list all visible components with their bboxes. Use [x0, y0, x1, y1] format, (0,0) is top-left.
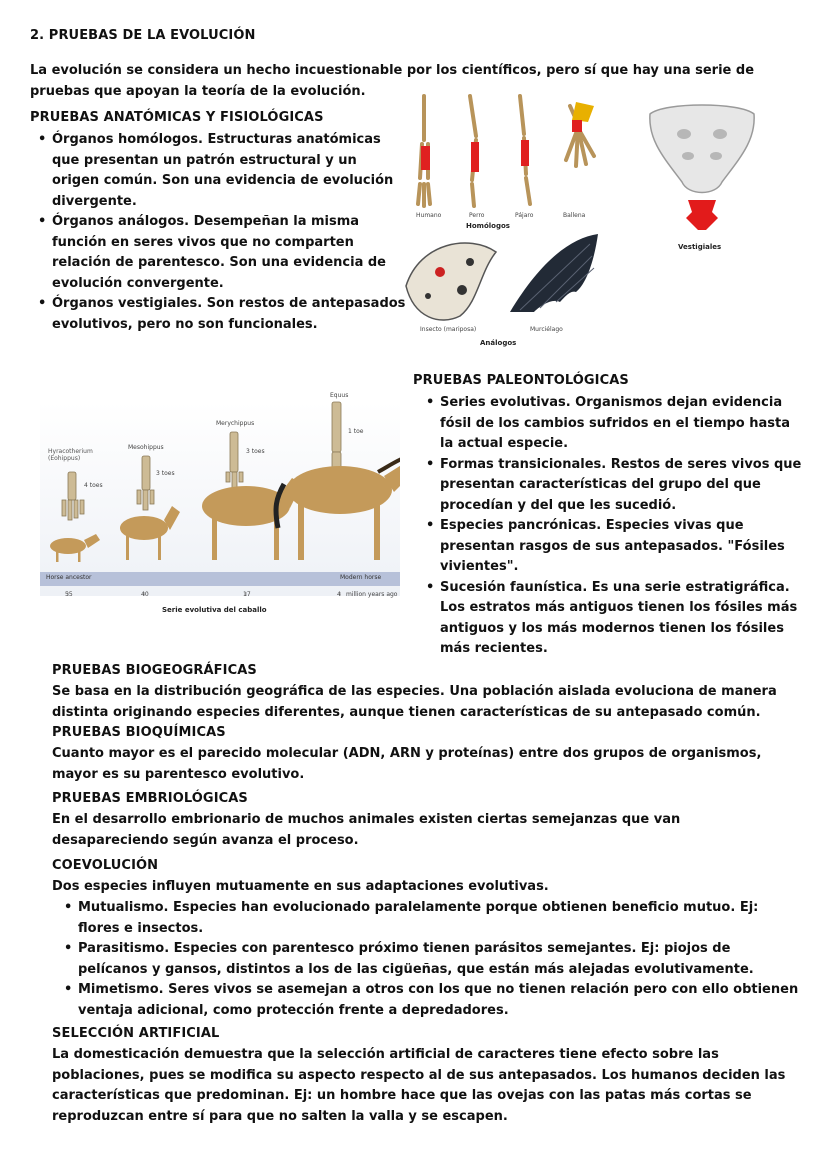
label-equus: Equus [330, 392, 349, 399]
tick-55: 55 [65, 591, 73, 598]
embriologicas-heading: PRUEBAS EMBRIOLÓGICAS [52, 791, 248, 806]
label-hyracotherium: Hyracotherium (Eohippus) [48, 448, 93, 462]
list-item: • Mutualismo. Especies han evolucionado paralelamente porque obtienen beneficio mutuo. Ej: flores e insectos. [62, 898, 802, 939]
homologos-caption: Homólogos [466, 222, 510, 230]
list-item: • Sucesión faunística. Es una serie estratigráfica. Los estratos más antiguos tienen los fósiles más antiguos y los más modernos tienen los fósiles más recientes. [424, 578, 804, 660]
paleontologicas-list [424, 393, 804, 660]
horse-evolution-figure [40, 388, 400, 602]
list-item: • Mimetismo. Seres vivos se asemejan a otros con los que no tienen relación pero con ello obtienen ventaja adicional, como protección frente a depredadores. [62, 980, 802, 1021]
horse-figure-caption: Serie evolutiva del caballo [162, 606, 267, 614]
label-merychippus: Merychippus [216, 420, 255, 427]
page-title: 2. PRUEBAS DE LA EVOLUCIÓN [30, 28, 256, 43]
label-4-toes: 4 toes [84, 482, 103, 489]
bar-label-ancestor: Horse ancestor [46, 574, 92, 581]
tick-4: 4 [337, 591, 341, 598]
biogeograficas-text: Se basa en la distribución geográfica de las especies. Una población aislada evoluciona de manera distinta originando especies diferentes, aunque tienen características de su antepasado común. [52, 684, 777, 720]
embriologicas-text: En el desarrollo embrionario de muchos animales existen ciertas semejanzas que van desapareciendo según avanza el proceso. [52, 812, 681, 848]
homologos-figure [408, 88, 608, 220]
tick-17: 17 [243, 591, 251, 598]
bar-label-modern: Modern horse [340, 574, 382, 581]
list-item: • Órganos análogos. Desempeñan la misma función en seres vivos que no comparten relación de parentesco. Son una evidencia de evolución convergente. [36, 212, 408, 294]
list-item: • Órganos homólogos. Estructuras anatómicas que presentan un patrón estructural y un origen común. Son una evidencia de evolución divergente. [36, 130, 408, 212]
homologos-label-ballena: Ballena [563, 212, 586, 219]
analogos-caption: Análogos [480, 339, 517, 347]
coevolucion-heading: COEVOLUCIÓN [52, 858, 159, 873]
artificial-heading: SELECCIÓN ARTIFICIAL [52, 1026, 220, 1041]
homologos-label-pajaro: Pájaro [515, 212, 534, 219]
list-item: • Series evolutivas. Organismos dejan evidencia fósil de los cambios sufridos en el tiempo hasta la actual especie. [424, 393, 804, 455]
bioquimicas-heading: PRUEBAS BIOQUÍMICAS [52, 725, 226, 740]
vestigiales-figure [644, 100, 760, 240]
analogos-label-insecto: Insecto (mariposa) [420, 326, 477, 333]
list-item: • Órganos vestigiales. Son restos de antepasados evolutivos, pero no son funcionales. [36, 294, 408, 335]
bioquimicas-text: Cuanto mayor es el parecido molecular (ADN, ARN y proteínas) entre dos grupos de organismos, mayor es su parentesco evolutivo. [52, 746, 762, 782]
label-mesohippus: Mesohippus [128, 444, 164, 451]
anatomicas-heading: PRUEBAS ANATÓMICAS Y FISIOLÓGICAS [30, 110, 324, 125]
biogeograficas-heading: PRUEBAS BIOGEOGRÁFICAS [52, 663, 257, 678]
butterfly-wing [406, 243, 496, 320]
paleontologicas-heading: PRUEBAS PALEONTOLÓGICAS [413, 373, 629, 388]
vestigiales-caption: Vestigiales [678, 243, 722, 251]
list-item: • Especies pancrónicas. Especies vivas que presentan rasgos de sus antepasados. "Fósiles vivientes". [424, 516, 804, 578]
bat-wing [510, 234, 598, 312]
analogos-figure [400, 232, 600, 328]
homologos-label-humano: Humano [416, 212, 442, 219]
anatomicas-list [36, 130, 408, 335]
analogos-label-murcielago: Murciélago [530, 326, 563, 333]
coevolucion-text: Dos especies influyen mutuamente en sus adaptaciones evolutivas. [52, 879, 549, 894]
list-item: • Parasitismo. Especies con parentesco próximo tienen parásitos semejantes. Ej: piojos de pelícanos y gansos, distintos a los de las cigüeñas, que están más alejadas evolutivamente. [62, 939, 802, 980]
label-3-toes-a: 3 toes [156, 470, 175, 477]
coevolucion-list [62, 898, 802, 1021]
tick-40: 40 [141, 591, 149, 598]
intro-paragraph: La evolución se considera un hecho incuestionable por los científicos, pero sí que hay una serie de pruebas que apoyan la teoría de la evolución. [30, 63, 755, 99]
label-3-toes-b: 3 toes [246, 448, 265, 455]
artificial-text: La domesticación demuestra que la selección artificial de caracteres tiene efecto sobre las poblaciones, pues se modifica su aspecto respecto al de sus antepasados. Los humanos deciden las características que predominan. Ej: un hombre hace que las ovejas con las patas más cortas se reproduzcan entre sí para que no salten la valla y se escapen. [52, 1047, 786, 1124]
homologos-label-perro: Perro [469, 212, 485, 219]
axis-unit: million years ago [346, 591, 398, 598]
list-item: • Formas transicionales. Restos de seres vivos que presentan características del grupo del que procedían y del que les sucedió. [424, 455, 804, 517]
label-1-toe: 1 toe [348, 428, 364, 435]
